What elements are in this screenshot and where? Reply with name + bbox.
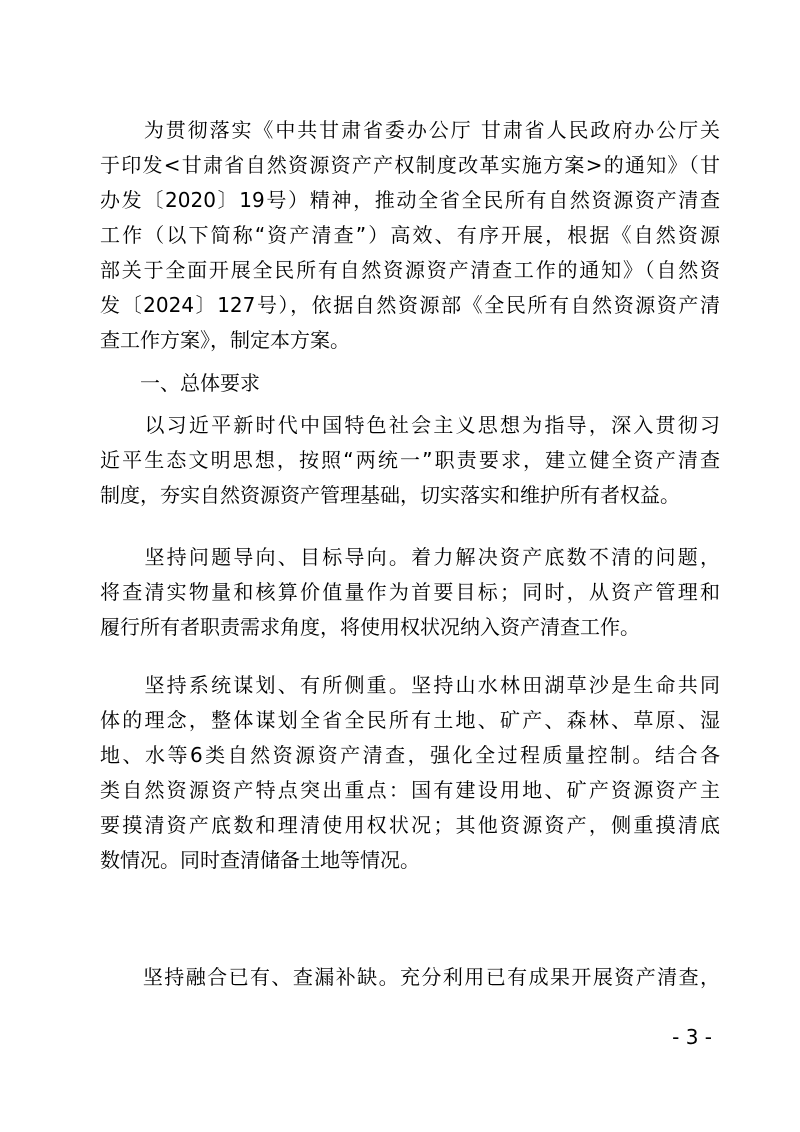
text-line: 查工作方案》，制定本方案。 (100, 328, 350, 352)
text-line: 制度，夯实自然资源资产管理基础，切实落实和维护所有者权益。 (100, 483, 680, 507)
text-line: 近平生态文明思想，按照“两统一”职责要求，建立健全资产清查 (100, 448, 720, 472)
text-line: 办发〔2020〕19号）精神，推动全省全民所有自然资源资产清查 (100, 188, 720, 212)
text-line: 数情况。同时查清储备土地等情况。 (100, 848, 420, 872)
page-number: - 3 - (672, 1025, 712, 1049)
text-line: 坚持融合已有、查漏补缺。充分利用已有成果开展资产清查， (100, 965, 720, 989)
text-line: 部关于全面开展全民所有自然资源资产清查工作的通知》（自然资 (100, 258, 720, 282)
text-line: 地、水等6类自然资源资产清查，强化全过程质量控制。结合各 (100, 743, 720, 767)
text-line: 为贯彻落实《中共甘肃省委办公厅 甘肃省人民政府办公厅关 (100, 118, 720, 142)
text-line: 要摸清资产底数和理清使用权状况；其他资源资产，侧重摸清底 (100, 813, 720, 837)
text-line: 坚持系统谋划、有所侧重。坚持山水林田湖草沙是生命共同 (100, 673, 720, 697)
section-heading: 一、总体要求 (100, 371, 260, 395)
text-line: 工作（以下简称“资产清查”）高效、有序开展，根据《自然资源 (100, 223, 720, 247)
text-line: 将查清实物量和核算价值量作为首要目标；同时，从资产管理和 (100, 580, 720, 604)
text-line: 坚持问题导向、目标导向。着力解决资产底数不清的问题， (100, 545, 720, 569)
text-line: 履行所有者职责需求角度，将使用权状况纳入资产清查工作。 (100, 615, 640, 639)
text-line: 以习近平新时代中国特色社会主义思想为指导，深入贯彻习 (100, 413, 720, 437)
text-line: 类自然资源资产特点突出重点：国有建设用地、矿产资源资产主 (100, 778, 720, 802)
text-line: 于印发<甘肃省自然资源资产产权制度改革实施方案>的通知》（甘 (100, 153, 720, 177)
text-line: 体的理念，整体谋划全省全民所有土地、矿产、森林、草原、湿 (100, 708, 720, 732)
text-line: 发〔2024〕127号），依据自然资源部《全民所有自然资源资产清 (100, 293, 720, 317)
